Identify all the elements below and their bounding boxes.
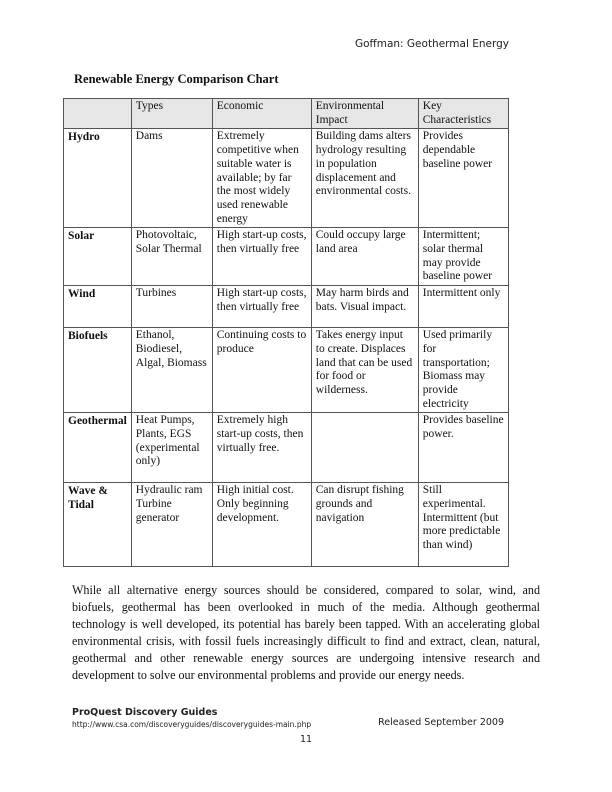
table-row <box>64 483 509 567</box>
row-label: Biofuels <box>64 328 132 413</box>
cell-key: Intermittent only <box>418 286 508 328</box>
chart-title: Renewable Energy Comparison Chart <box>74 72 279 86</box>
cell-economic: High start-up costs, then virtually free <box>212 286 311 328</box>
comparison-table <box>63 98 509 567</box>
column-header-types: Types <box>131 99 212 129</box>
cell-environmental: Takes energy input to create. Displaces land that can be used for food or wilderness. <box>311 328 418 413</box>
cell-economic: Extremely high start-up costs, then virtually free. <box>212 413 311 483</box>
table-row <box>64 286 509 328</box>
running-header: Goffman: Geothermal Energy <box>354 38 509 50</box>
cell-economic: High start-up costs, then virtually free <box>212 228 311 286</box>
release-date: Released September 2009 <box>378 717 504 728</box>
cell-key: Intermittent; solar thermal may provide baseline power <box>418 228 508 286</box>
cell-key: Provides dependable baseline power <box>418 129 508 228</box>
cell-key: Used primarily for transportation; Biomass may provide electricity <box>418 328 508 413</box>
table-header-row <box>64 99 509 129</box>
row-label: Hydro <box>64 129 132 228</box>
cell-types: Turbines <box>131 286 212 328</box>
body-paragraph: While all alternative energy sources should be considered, compared to solar, wind, and biofuels, geothermal has been overlooked in much of the media. Although geothermal technology is well developed, its potential has barely been tapped. With an accelerating global environmental crisis, with fossil fuels increasingly difficult to find and extract, clean, natural, geothermal and other renewable energy sources are undergoing intensive research and development to solve our environmental problems and provide our energy needs. <box>72 583 540 682</box>
row-label: Geothermal <box>64 413 132 483</box>
table-row <box>64 413 509 483</box>
cell-environmental <box>311 413 418 483</box>
cell-types: Hydraulic ram Turbine generator <box>131 483 212 567</box>
table-row <box>64 328 509 413</box>
column-header-key-characteristics: Key Characteristics <box>418 99 508 129</box>
cell-economic: High initial cost. Only beginning development. <box>212 483 311 567</box>
cell-environmental: May harm birds and bats. Visual impact. <box>311 286 418 328</box>
cell-types: Dams <box>131 129 212 228</box>
row-label: Wind <box>64 286 132 328</box>
row-label: Solar <box>64 228 132 286</box>
cell-economic: Continuing costs to produce <box>212 328 311 413</box>
cell-types: Photovoltaic, Solar Thermal <box>131 228 212 286</box>
cell-types: Heat Pumps, Plants, EGS (experimental only) <box>131 413 212 483</box>
row-label: Wave & Tidal <box>64 483 132 567</box>
table-row <box>64 228 509 286</box>
cell-environmental: Building dams alters hydrology resulting in population displacement and environmental costs. <box>311 129 418 228</box>
column-header-source <box>64 99 132 129</box>
cell-types: Ethanol, Biodiesel, Algal, Biomass <box>131 328 212 413</box>
column-header-economic: Economic <box>212 99 311 129</box>
cell-key: Still experimental. Intermittent (but more predictable than wind) <box>418 483 508 567</box>
table-row <box>64 129 509 228</box>
cell-environmental: Can disrupt fishing grounds and navigation <box>311 483 418 567</box>
column-header-environmental-impact: Environmental Impact <box>311 99 418 129</box>
cell-key: Provides baseline power. <box>418 413 508 483</box>
footer-url-link[interactable]: http://www.csa.com/discoveryguides/discoveryguides-main.php <box>72 720 312 729</box>
cell-environmental: Could occupy large land area <box>311 228 418 286</box>
page-number: 11 <box>299 734 313 745</box>
cell-economic: Extremely competitive when suitable water is available; by far the most widely used renewable energy <box>212 129 311 228</box>
footer-brand: ProQuest Discovery Guides <box>72 707 218 718</box>
